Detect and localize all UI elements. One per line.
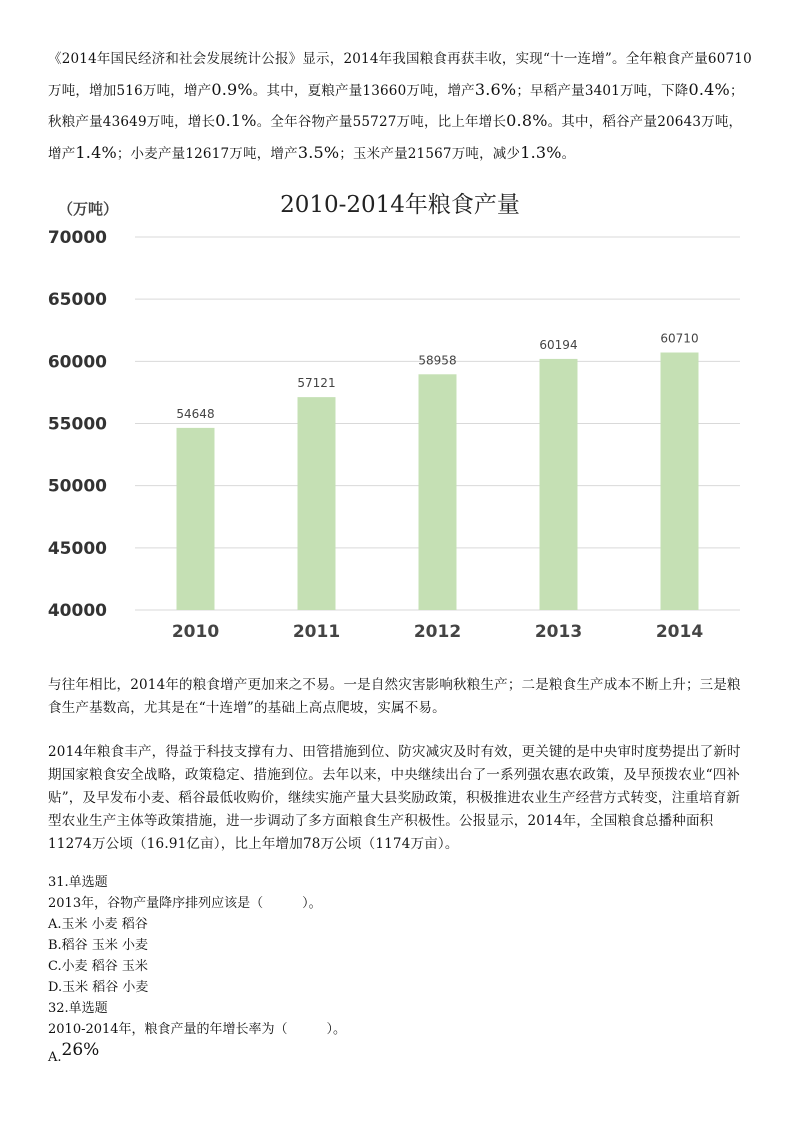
y-tick-label: 70000 [47,228,107,248]
data-label: 60710 [660,331,699,346]
y-tick-label: 60000 [47,352,107,373]
text-segment: ；秋粮产量43649万吨，增长 [48,82,744,130]
q32-option-a[interactable] [48,1040,99,1068]
q31-option-b[interactable]: B.稻谷 玉米 小麦 [48,938,148,953]
percent-value: 0.1% [215,111,257,130]
text-segment: 。 [561,145,576,162]
paragraph-policy: 2014年粮食丰产，得益于科技支撑有力、田管措施到位、防灾减灾及时有效，更关键的是中央审时度势提出了新时期国家粮食安全战略，政策稳定、措施到位。去年以来，中央继续出台了一系列强农惠农政策，及早预拨农业“四补贴”，及早发布小麦、稻谷最低收购价，继续实施产量大县奖励政策，积极推进农业生产经营方式转变，注重培育新型农业生产主体等政策措施，进一步调动了多方面粮食生产积极性。公报显示，2014年，全国粮食总播种面积11274万公顷（16.91亿亩），比上年增加78万公顷（1174万亩）。 [48,744,741,852]
percent-value: 0.4% [688,79,730,99]
y-axis-unit-label: （万吨） [58,200,119,218]
bar-2013 [540,359,578,610]
grain-output-bar-chart [40,180,760,650]
data-label: 58958 [418,353,457,368]
bars [177,353,699,610]
paragraph-report-intro [48,44,753,169]
bar-2010 [177,428,215,610]
x-tick-label: 2012 [413,622,462,642]
q32-type: 32.单选题 [48,1001,108,1016]
q31-option-c[interactable]: C.小麦 稻谷 玉米 [48,959,148,974]
bar-2012 [419,374,457,610]
percent-value: 0.8% [506,111,548,130]
text-segment: 。全年谷物产量55727万吨，比上年增长 [256,114,507,130]
bar-2011 [298,397,336,610]
y-tick-label: 55000 [47,414,107,435]
data-label: 57121 [297,376,336,391]
data-label: 60194 [539,337,578,352]
percent-value: 3.5% [297,142,340,162]
x-tick-label: 2014 [655,622,704,642]
bar-2014 [661,353,699,610]
data-label: 54648 [176,406,215,421]
percent-value: 1.4% [75,142,117,162]
q32-stem: 2010-2014年，粮食产量的年增长率为（ ）。 [48,1022,347,1037]
text-segment: ；小麦产量12617万吨，增产 [116,145,298,162]
y-tick-label: 65000 [47,290,107,311]
y-tick-label: 50000 [47,476,107,497]
y-tick-label: 40000 [47,601,107,621]
text-segment: ；玉米产量21567万吨，减少 [339,145,521,162]
q32-option-a-prefix: A. [48,1050,62,1065]
x-tick-label: 2013 [534,622,583,642]
percent-value: 0.9% [211,79,253,99]
q31-type: 31.单选题 [48,875,108,890]
q31-option-d[interactable]: D.玉米 稻谷 小麦 [48,980,149,995]
text-segment: 。其中，夏粮产量13660万吨，增产 [252,82,475,99]
x-axis-ticks [172,622,703,642]
x-tick-label: 2011 [292,622,341,642]
text-segment: 。其中，稻谷产量20643万吨，增产 [48,114,743,162]
y-tick-label: 45000 [47,538,107,559]
q32-option-a-value: 26% [61,1040,100,1060]
y-axis-ticks [48,228,107,621]
x-tick-label: 2010 [171,622,220,642]
percent-value: 1.3% [520,142,562,162]
paragraph-difficulty: 与往年相比，2014年的粮食增产更加来之不易。一是自然灾害影响秋粮生产；二是粮食生产成本不断上升；三是粮食生产基数高，尤其是在“十连增”的基础上高点爬坡，实属不易。 [48,677,741,716]
text-segment: 《2014年国民经济和社会发展统计公报》显示，2014年我国粮食再获丰收，实现“十一连增”。全年粮食产量60710万吨，增加516万吨，增产 [48,51,752,99]
q31-stem: 2013年，谷物产量降序排列应该是（ ）。 [48,896,322,911]
q31-option-a[interactable]: A.玉米 小麦 稻谷 [48,917,148,932]
text-segment: ；早稻产量3401万吨，下降 [516,82,689,99]
chart-title: 2010-2014年粮食产量 [280,192,520,218]
percent-value: 3.6% [474,79,517,99]
